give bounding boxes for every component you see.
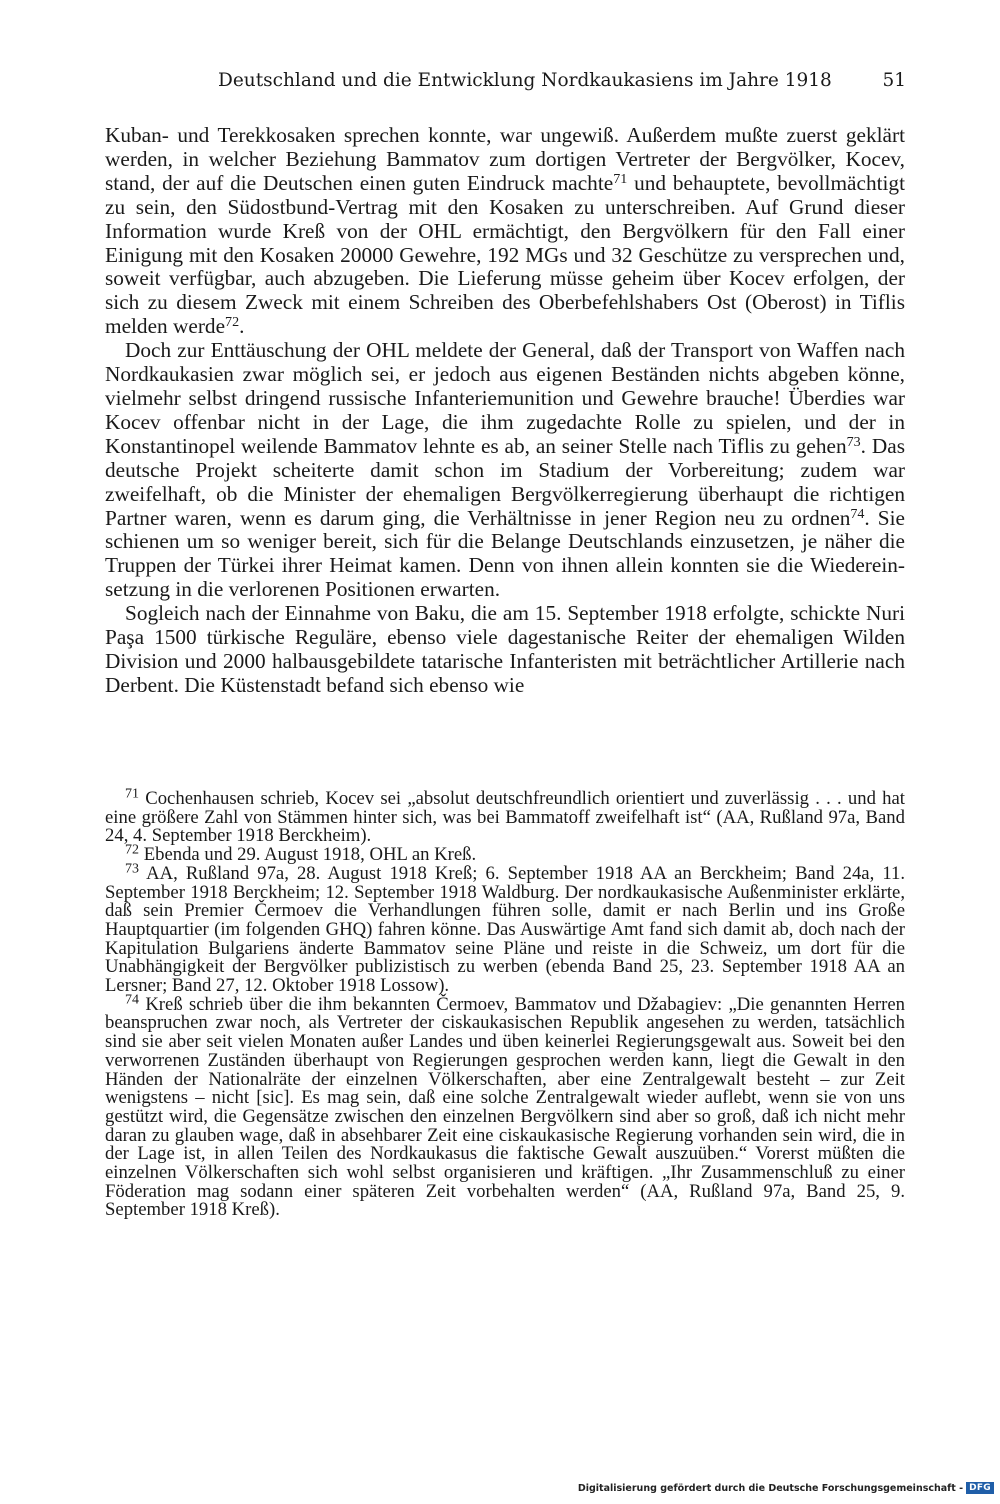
footnote [105, 992, 906, 1221]
paragraph-text: Kuban- und Terekkosaken sprechen konnte, war ungewiß. Außerdem mußte zuerst geklärt werden, in welcher Beziehung Bammatov zum dortigen Vertreter der Bergvölker, Kocev, stand, der auf die Deutschen einen guten Eindruck machte [105, 123, 905, 195]
footnotes [105, 786, 906, 1221]
paragraph-text: . [239, 314, 245, 339]
paragraph-text: . Das deutsche Projekt scheiterte damit schon im Stadium der Vorbereitung; zudem war zweifelhaft, ob die Minister der ehemaligen Bergvölkerregierung überhaupt die richtigen Partner waren, wenn es darum ging, die Verhältnisse in jener Region neu zu ordnen [105, 433, 905, 530]
paragraph-text: und behauptete, bevollmächtigt zu sein, den Südostbund-Vertrag mit den Kosaken zu unterschreiben. Auf Grund dieser Information wurde Kreß von der OHL ermächtigt, den Bergvölkern für den Fall einer Einigung mit den Kosaken 20000 Gewehre, 192 MGs und 32 Geschütze zu versprechen und, soweit verfügbar, auch abzugeben. Die Lieferung müsse geheim über Kocev erfolgen, der sich zu diesem Zweck mit einem Schreiben des Oberbefehlshabers Ost (Oberost) in Tiflis melden werde [105, 170, 905, 339]
footnote [105, 786, 906, 847]
footnote-number: 71 [125, 786, 140, 802]
footnote-ref: 72 [225, 314, 240, 331]
paragraph-text: Sogleich nach der Einnahme von Baku, die am 15. September 1918 erfolgte, schickte Nuri Paşa 1500 türkische Reguläre, ebenso viele dagestanische Reiter der ehemaligen Wilden Division und 2000 halbausgebildete tatarische Infanteristen mit beträchtlicher Artillerie nach Derbent. Die Küstenstadt befand sich ebenso wie [105, 601, 905, 697]
footnote-ref: 73 [846, 433, 861, 450]
running-header [218, 70, 906, 100]
dfg-logo: DFG [966, 1482, 994, 1494]
footnote-text: AA, Rußland 97a, 28. August 1918 Kreß; 6. September 1918 AA an Berckheim; Band 24a, 11. September 1918 Berckheim; 12. September 1918 Waldburg. Der nordkaukasische Außenminister erklärte, daß sein Premier Čermoev die Verhandlungen führen solle, damit er nach Berlin und ins Große Hauptquartier (im folgenden GHQ) fahren könne. Das Auswärtige Amt fand sich damit ab, doch nach der Kapitulation Bulgariens änderte Bammatov seine Pläne und reiste in die Schweiz, um dort für die Unabhängigkeit der Bergvölker publizistisch zu werben (ebenda Band 25, 23. September 1918 AA an Lersner; Band 27, 12. Oktober 1918 Lossow). [105, 862, 906, 997]
footnote-text: Ebenda und 29. August 1918, OHL an Kreß. [143, 844, 477, 866]
footnote-text: Kreß schrieb über die ihm bekannten Čermoev, Bammatov und Džabagiev: „Die genannten Herren beanspruchen zwar noch, als Vertreter der ciskaukasischen Republik angesehen zu werden, tatsächlich sind sie aber seit vielen Monaten außer Landes und üben keinerlei Regierungsgewalt aus. Soweit bei den verworrenen Zuständen überhaupt von Regierungen gesprochen werden kann, liegt die Gewalt in den Händen der Nationalräte der einzelnen Völkerschaften, aber eine Zentralgewalt besteht – zur Zeit wenigstens – nicht [sic]. Es mag sein, daß eine solche Zentralgewalt wieder auflebt, wenn sie von uns gestützt wird, die Gegensätze zwischen den einzelnen Bergvölkern sind aber so groß, daß ich nicht mehr daran zu glauben wage, daß in absehbarer Zeit eine ciskaukasische Regierung vorhanden sein wird, die in der Lage ist, in allen Teilen des Nordkaukasus die faktische Gewalt auszuüben.“ Vorerst müßten die einzelnen Völkerschaften sich wohl selbst organisieren und kräftigen. „Ihr Zusammenschluß zu einer Föderation mag sodann einer späteren Zeit vorbehalten werden“ (AA, Rußland 97a, Band 25, 9. September 1918 Kreß). [105, 993, 906, 1221]
paragraph [105, 339, 905, 602]
footnote-text: Cochenhausen schrieb, Kocev sei „absolut deutschfreundlich orientiert und zuverlässig . . . und hat eine größere Zahl von Stämmen hinter sich, was bei Bammatoff zweifelhaft ist“ (AA, Rußland 97a, Band 24, 4. September 1918 Berckheim). [105, 788, 906, 847]
footnote [105, 861, 906, 997]
paragraph-text: Doch zur Enttäuschung der OHL meldete der General, daß der Transport von Waffen nach Nordkaukasien zwar möglich sei, er jedoch aus eigenen Beständen nichts abgeben könne, vielmehr selbst dringend russische Infanteriemunition und Gewehre brauche! Überdies war Kocev offenbar nicht in der Lage, die ihm zugedachte Rolle zu spielen, und der in Konstantinopel weilende Bammatov lehnte es ab, an seiner Stelle nach Tiflis zu gehen [105, 338, 905, 458]
page-number: 51 [882, 70, 906, 91]
body-text [105, 124, 905, 698]
footnote-number: 72 [125, 842, 140, 858]
digitization-notice-text: Digitalisierung gefördert durch die Deutsche Forschungsgemeinschaft - [577, 1482, 964, 1494]
running-title: Deutschland und die Entwicklung Nordkaukasiens im Jahre 1918 [218, 70, 832, 91]
footnote-ref: 74 [850, 505, 865, 522]
footnote-number: 74 [125, 992, 140, 1008]
paragraph [105, 602, 905, 698]
digitization-notice [578, 1479, 994, 1497]
paragraph-text: . Sie schienen um so weniger bereit, sich für die Belange Deutschlands einzusetzen, je näher die Truppen der Türkei ihrer Heimat kamen. Denn von ihnen allein konnten sie die Wiedereinsetzung in die verlorenen Positionen erwarten. [105, 505, 905, 602]
footnote-number: 73 [125, 861, 140, 877]
paragraph [105, 124, 905, 339]
footnote-ref: 71 [613, 170, 628, 187]
